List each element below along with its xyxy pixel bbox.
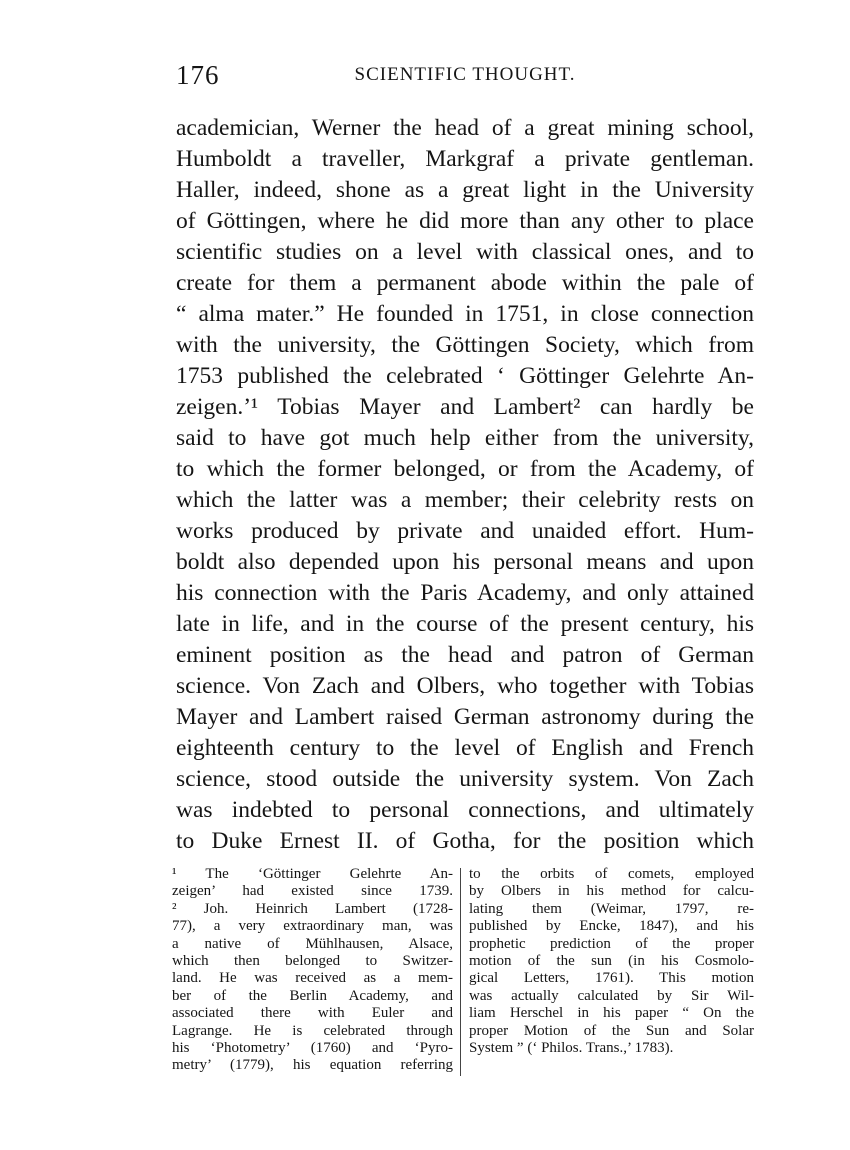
footnote-line: proper Motion of the Sun and Solar <box>469 1022 754 1039</box>
footnote-line: ber of the Berlin Academy, and <box>172 987 453 1004</box>
footnote-line: zeigen’ had existed since 1739. <box>172 883 453 900</box>
main-text <box>176 113 754 857</box>
footnote-line: ¹ The ‘Göttinger Gelehrte An- <box>172 866 453 882</box>
text-line: late in life, and in the course of the present century, his <box>176 611 754 637</box>
footnote-line: published by Encke, 1847), and his <box>469 918 754 935</box>
footnote-line: gical Letters, 1761). This motion <box>469 970 754 987</box>
text-line: said to have got much help either from the university, <box>176 425 754 451</box>
footnote-column-left <box>172 866 453 1075</box>
footnote-line: metry’ (1779), his equation referring <box>172 1057 453 1074</box>
text-line: works produced by private and unaided effort. Hum- <box>176 518 754 544</box>
text-line: zeigen.’¹ Tobias Mayer and Lambert² can hardly be <box>176 394 754 420</box>
footnote-line: lating them (Weimar, 1797, re- <box>469 900 754 917</box>
text-line: was indebted to personal connections, and ultimately <box>176 797 754 823</box>
footnote-line: a native of Mühlhausen, Alsace, <box>172 935 453 952</box>
running-title: SCIENTIFIC THOUGHT. <box>354 64 576 85</box>
footnote-line: 77), a very extraordinary man, was <box>172 918 453 935</box>
footnote-line: System ” (‘ Philos. Trans.,’ 1783). <box>469 1039 674 1056</box>
footnote-column-divider <box>460 868 461 1076</box>
text-line: “ alma mater.” He founded in 1751, in close connection <box>176 301 754 327</box>
page-number: 176 <box>176 60 220 90</box>
text-line: create for them a permanent abode within the pale of <box>176 270 754 296</box>
footnote-line: associated there with Euler and <box>172 1005 453 1022</box>
footnote-line: by Olbers in his method for calcu- <box>469 883 754 900</box>
footnote-line: Lagrange. He is celebrated through <box>172 1022 453 1039</box>
running-head <box>176 58 754 92</box>
text-line: eighteenth century to the level of English and French <box>176 735 754 761</box>
text-line: eminent position as the head and patron of German <box>176 642 754 668</box>
footnotes <box>172 866 754 1081</box>
text-line: Humboldt a traveller, Markgraf a private gentleman. <box>176 146 754 172</box>
footnote-line: his ‘Photometry’ (1760) and ‘Pyro- <box>172 1039 453 1056</box>
text-line: to Duke Ernest II. of Gotha, for the position which <box>176 828 754 854</box>
footnote-line: motion of the sun (in his Cosmolo- <box>469 952 754 969</box>
footnote-line: to the orbits of comets, employed <box>469 866 754 882</box>
text-line: Mayer and Lambert raised German astronomy during the <box>176 704 754 730</box>
text-line: Haller, indeed, shone as a great light in the University <box>176 177 754 203</box>
footnote-line: prophetic prediction of the proper <box>469 935 754 952</box>
footnote-line: land. He was received as a mem- <box>172 970 453 987</box>
text-line: scientific studies on a level with classical ones, and to <box>176 239 754 265</box>
text-line: academician, Werner the head of a great mining school, <box>176 115 754 141</box>
text-line: to which the former belonged, or from the Academy, of <box>176 456 754 482</box>
text-line: which the latter was a member; their celebrity rests on <box>176 487 754 513</box>
footnote-line: which then belonged to Switzer- <box>172 952 453 969</box>
footnote-line: ² Joh. Heinrich Lambert (1728- <box>172 900 453 917</box>
text-line: 1753 published the celebrated ‘ Göttinger Gelehrte An- <box>176 363 754 389</box>
footnote-line: liam Herschel in his paper “ On the <box>469 1005 754 1022</box>
text-line: of Göttingen, where he did more than any other to place <box>176 208 754 234</box>
text-line: science, stood outside the university system. Von Zach <box>176 766 754 792</box>
footnote-line: was actually calculated by Sir Wil- <box>469 987 754 1004</box>
text-line: with the university, the Göttingen Society, which from <box>176 332 754 358</box>
footnote-column-right <box>469 866 754 1057</box>
text-line: science. Von Zach and Olbers, who together with Tobias <box>176 673 754 699</box>
text-line: his connection with the Paris Academy, and only attained <box>176 580 754 606</box>
text-line: boldt also depended upon his personal means and upon <box>176 549 754 575</box>
